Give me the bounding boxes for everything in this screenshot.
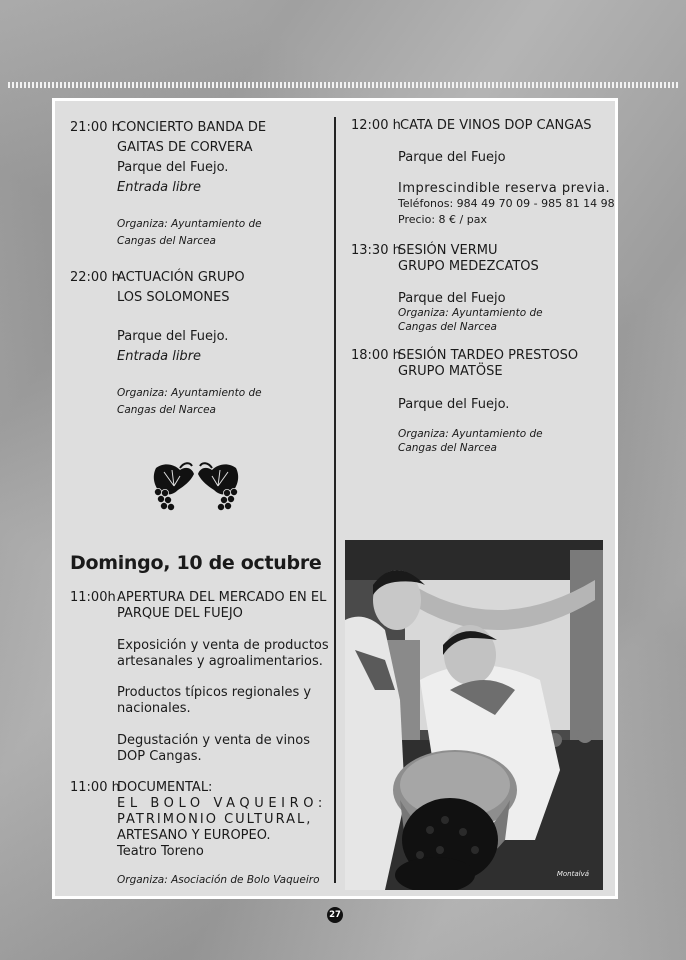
event-venue: Parque del Fuejo xyxy=(398,291,506,306)
event-phones: Teléfonos: 984 49 70 09 - 985 81 14 98 xyxy=(398,197,615,210)
event-entry: Entrada libre xyxy=(117,349,202,364)
event-reservation-note: Imprescindible reserva previa. xyxy=(398,181,611,196)
event-time: 11:00 h xyxy=(70,780,120,795)
event-venue: Teatro Toreno xyxy=(117,844,204,859)
event-detail-1a: Exposición y venta de productos xyxy=(117,638,329,653)
day-heading: Domingo, 10 de octubre xyxy=(70,552,322,574)
event-title-line1: APERTURA DEL MERCADO EN EL xyxy=(117,590,327,605)
event-detail-3a: Degustación y venta de vinos xyxy=(117,733,311,748)
event-title-line1: SESIÓN VERMU xyxy=(398,243,498,258)
event-time: 12:00 h xyxy=(351,118,401,133)
event-title-line2: GAITAS DE CORVERA xyxy=(117,140,253,155)
event-time: 22:00 h xyxy=(70,270,120,285)
event-time: 13:30 h xyxy=(351,243,401,258)
column-divider xyxy=(334,117,336,883)
event-venue: Parque del Fuejo xyxy=(398,150,506,165)
event-title: CATA DE VINOS DOP CANGAS xyxy=(400,118,592,133)
event-price: Precio: 8 € / pax xyxy=(398,213,487,226)
event-time: 11:00h xyxy=(70,590,116,605)
event-venue: Parque del Fuejo. xyxy=(398,397,510,412)
documental-title-line1: EL BOLO VAQUEIRO: xyxy=(117,796,327,811)
event-title-line2: GRUPO MEDEZCATOS xyxy=(398,259,539,274)
grape-leaves-emblem-icon xyxy=(150,460,242,514)
event-entry: Entrada libre xyxy=(117,180,202,195)
event-detail-1b: artesanales y agroalimentarios. xyxy=(117,654,323,669)
event-organizer-line1: Organiza: Ayuntamiento de xyxy=(398,307,543,319)
grape-harvest-photo-image xyxy=(345,540,603,890)
event-organizer-line2: Cangas del Narcea xyxy=(398,442,497,454)
event-title: DOCUMENTAL: xyxy=(117,780,213,795)
event-time: 21:00 h xyxy=(70,120,120,135)
event-detail-3b: DOP Cangas. xyxy=(117,749,202,764)
event-organizer-line1: Organiza: Ayuntamiento de xyxy=(117,387,262,399)
event-title-line2: LOS SOLOMONES xyxy=(117,290,230,305)
event-title-line1: CONCIERTO BANDA DE xyxy=(117,120,267,135)
documental-title-line3: ARTESANO Y EUROPEO. xyxy=(117,828,271,843)
event-title-line1: ACTUACIÓN GRUPO xyxy=(117,270,245,285)
event-organizer-line2: Cangas del Narcea xyxy=(117,235,216,247)
page-number: 27 xyxy=(327,907,343,923)
event-organizer-line1: Organiza: Ayuntamiento de xyxy=(117,218,262,230)
event-organizer-line2: Cangas del Narcea xyxy=(398,321,497,333)
event-venue: Parque del Fuejo. xyxy=(117,160,229,175)
event-detail-2a: Productos típicos regionales y xyxy=(117,685,312,700)
event-venue: Parque del Fuejo. xyxy=(117,329,229,344)
event-title-line2: GRUPO MATÖSE xyxy=(398,364,503,379)
event-detail-2b: nacionales. xyxy=(117,701,191,716)
event-title-line2: PARQUE DEL FUEJO xyxy=(117,606,243,621)
event-organizer-line1: Organiza: Ayuntamiento de xyxy=(398,428,543,440)
photo-signature: Montalvá xyxy=(556,870,589,878)
event-time: 18:00 h xyxy=(351,348,401,363)
dotted-rule xyxy=(8,82,678,88)
documental-title-line2: PATRIMONIO CULTURAL, xyxy=(117,812,313,827)
event-title-line1: SESIÓN TARDEO PRESTOSO xyxy=(398,348,579,363)
event-photo xyxy=(345,540,603,890)
event-organizer-line2: Cangas del Narcea xyxy=(117,404,216,416)
event-organizer: Organiza: Asociación de Bolo Vaqueiro xyxy=(117,874,320,886)
